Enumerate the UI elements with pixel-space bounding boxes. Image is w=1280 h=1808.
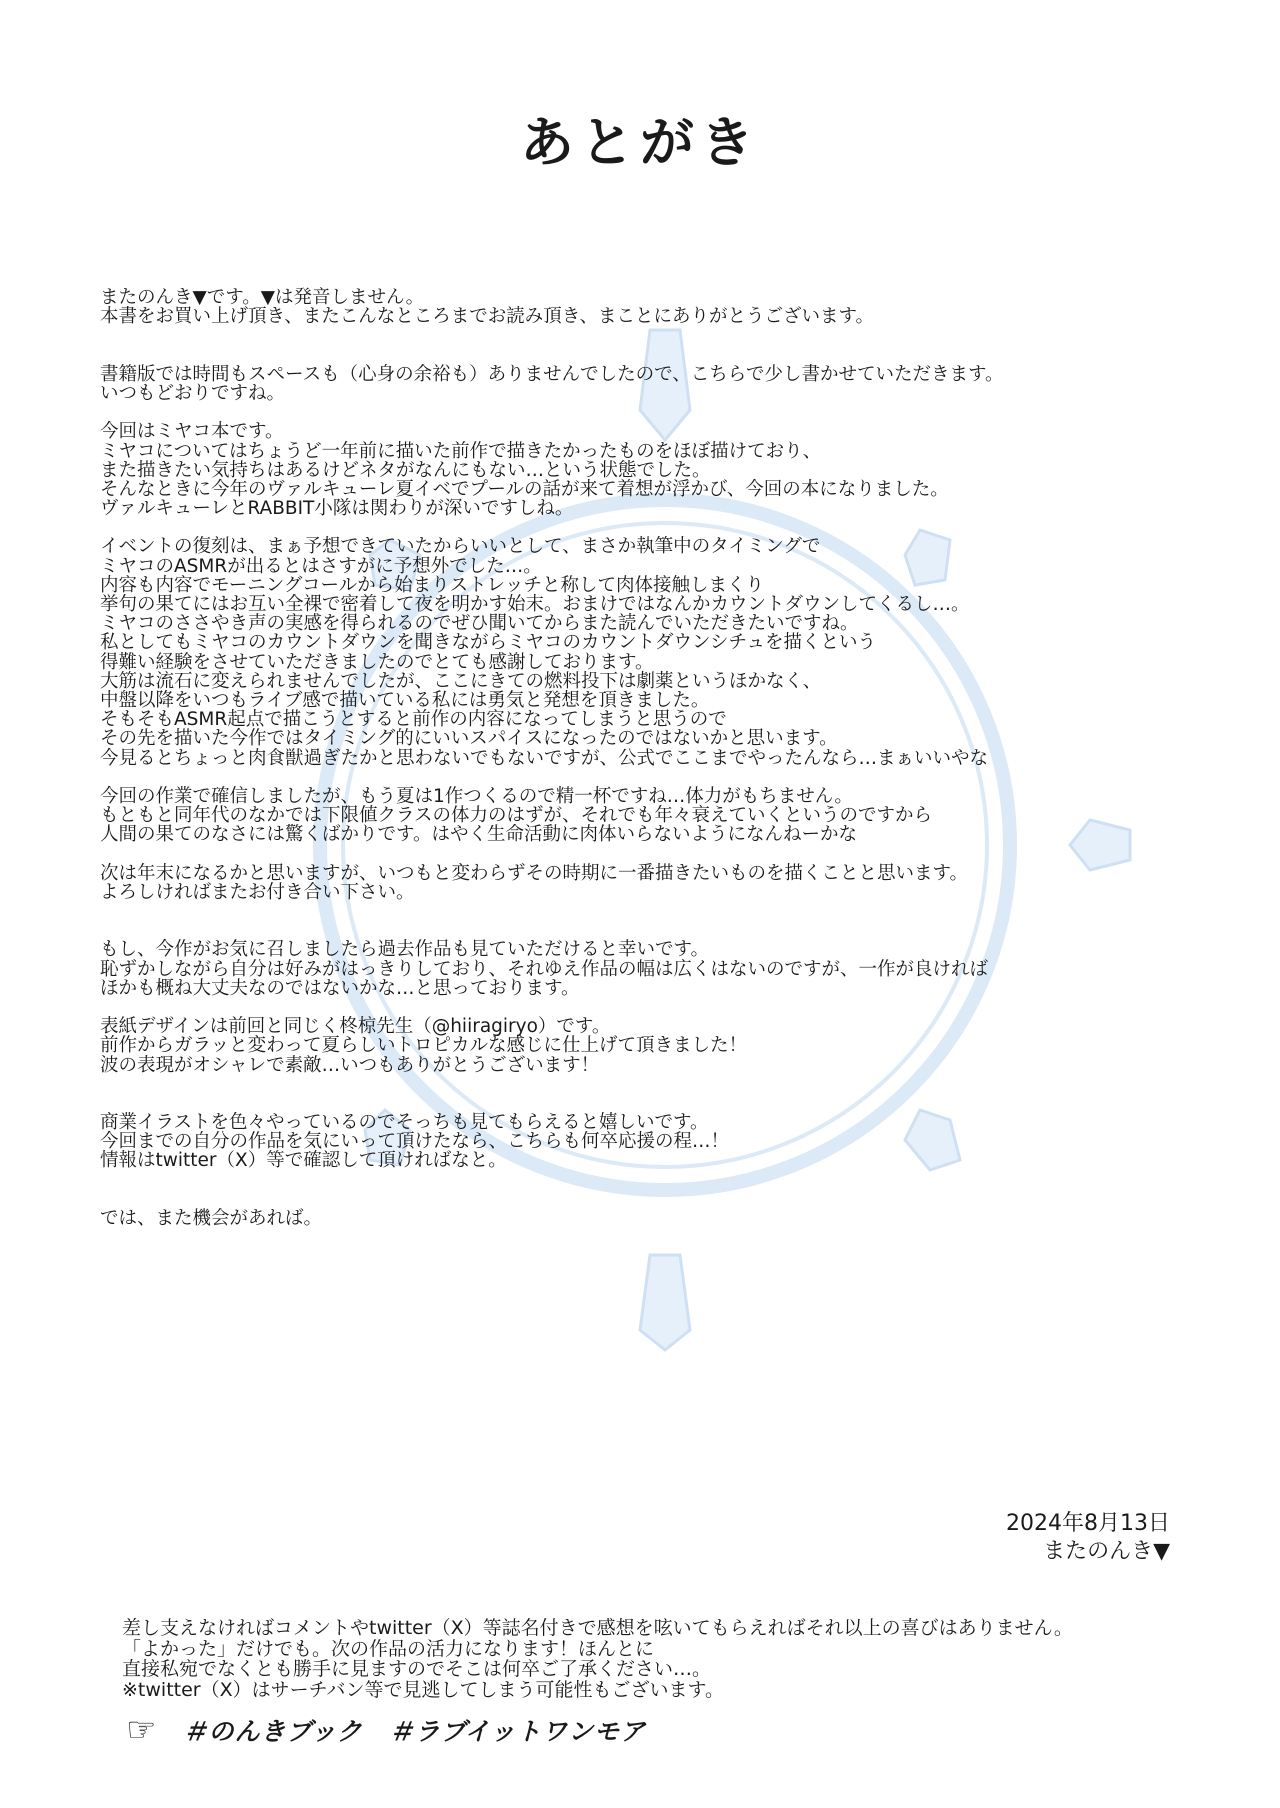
blank-line: [100, 768, 1210, 787]
hashtag-row: [126, 1712, 646, 1748]
body-line: 次は年末になるかと思いますが、いつもと変わらずその時期に一番描きたいものを描くことと思います。: [100, 862, 969, 884]
body-line: ミヤコのささやき声の実感を得られるのでぜひ聞いてからまた読んでいただきたいですね。: [100, 613, 859, 635]
body-line: ヴァルキューレとRABBIT小隊は関わりが深いですしね。: [100, 498, 574, 520]
blank-line: [100, 346, 1210, 365]
body-line: そもそもASMR起点で描こうとすると前作の内容になってしまうと思うので: [100, 709, 727, 731]
blank-line: [100, 902, 1210, 921]
body-line: 書籍版では時間もスペースも（心身の余裕も）ありませんでしたので、こちらで少し書かせていただきます。: [100, 363, 1004, 385]
body-line: 恥ずかしながら自分は好みがはっきりしており、それゆえ作品の幅は広くはないのですが、一作が良ければ: [100, 958, 989, 980]
body-line: 中盤以降をいつもライブ感で描いている私には勇気と発想を頂きました。: [100, 689, 710, 711]
body-line: 情報はtwitter（X）等で確認して頂ければなと。: [100, 1150, 507, 1172]
body-line: 私としてもミヤコのカウントダウンを聞きながらミヤコのカウントダウンシチュを描くという: [100, 632, 876, 654]
signature-date: 2024年8月13日: [1006, 1511, 1170, 1536]
blank-line: [100, 1094, 1210, 1113]
body-line: 大筋は流石に変えられませんでしたが、ここにきての燃料投下は劇薬というほかなく、: [100, 670, 822, 692]
pointing-hand-icon: ☞: [126, 1710, 157, 1750]
signature-author: またのんき▼: [1043, 1539, 1170, 1564]
blank-line: [100, 921, 1210, 940]
body-line: ミヤコについてはちょうど一年前に描いた前作で描きたかったものをほぼ描けており、: [100, 440, 822, 462]
body-line: 商業イラストを色々やっているのでそっちも見てもらえると嬉しいです。: [100, 1112, 709, 1134]
body-line: 内容も内容でモーニングコールから始まりストレッチと称して肉体接触しまくり: [100, 574, 764, 596]
body-line: 挙句の果てにはお互い全裸で密着して夜を明かす始末。おまけではなんかカウントダウンしてくるし…。: [100, 594, 970, 615]
body-line: 本書をお買い上げ頂き、またこんなところまでお読み頂き、まことにありがとうございます。: [100, 306, 875, 328]
body-line: また描きたい気持ちはあるけどネタがなんにもない…という状態でした。: [100, 459, 711, 481]
body-line: ほかも概ね大丈夫なのではないかな…と思っております。: [100, 977, 580, 999]
footer-note: [122, 1618, 1073, 1700]
body-line: もともと同年代のなかでは下限値クラスの体力のはずが、それでも年々衰えていくというのですから: [100, 805, 932, 827]
footer-line: 「よかった」だけでも。次の作品の活力になります！ほんとに: [122, 1637, 655, 1660]
body-line: 前作からガラッと変わって夏らしいトロピカルな感じに仕上げて頂きました！: [100, 1035, 747, 1057]
blank-line: [100, 1190, 1210, 1209]
blank-line: [100, 998, 1210, 1017]
afterword-body: [100, 288, 1210, 1228]
body-line: 今回の作業で確信しましたが、もう夏は1作つくるので精一杯ですね…体力がもちません。: [100, 785, 853, 807]
blank-line: [100, 518, 1210, 537]
body-line: 表紙デザインは前回と同じく柊椋先生（@hiiragiryo）です。: [100, 1016, 611, 1038]
body-line: もし、今作がお気に召しましたら過去作品も見ていただけると幸いです。: [100, 939, 710, 961]
body-line: 今見るとちょっと肉食獣過ぎたかと思わないでもないですが、公式でここまでやったんなら…まぁいいやな: [100, 747, 989, 769]
body-line: その先を描いた今作ではタイミング的にいいスパイスになったのではないかと思います。: [100, 728, 838, 750]
blank-line: [100, 326, 1210, 345]
body-line: イベントの復刻は、まぁ予想できていたからいいとして、まさか執筆中のタイミングで: [100, 536, 821, 558]
hashtag-nonki-book: ＃のんきブック: [182, 1717, 363, 1746]
body-line: いつもどおりですね。: [100, 382, 286, 404]
body-line: 今回までの自分の作品を気にいって頂けたなら、こちらも何卒応援の程…！: [100, 1131, 730, 1153]
body-line: よろしければまたお付き合い下さい。: [100, 881, 415, 903]
blank-line: [100, 1171, 1210, 1190]
body-line: では、また機会があれば。: [100, 1208, 323, 1229]
footer-line: 差し支えなければコメントやtwitter（X）等誌名付きで感想を呟いてもらえればそれ以上の喜びはありません。: [122, 1617, 1073, 1639]
body-line: またのんき▼です。▼は発音しません。: [100, 287, 425, 308]
body-line: 人間の果てのなさには驚くばかりです。はやく生命活動に肉体いらないようになんねーかな: [100, 824, 858, 846]
body-line: ミヤコのASMRが出るとはさすがに予想外でした…。: [100, 555, 542, 577]
body-line: 今回はミヤコ本です。: [100, 421, 284, 443]
body-line: 得難い経験をさせていただきましたのでとても感謝しております。: [100, 651, 654, 673]
blank-line: [100, 1075, 1210, 1094]
hashtag-love-it-one-more: ＃ラブイットワンモア: [388, 1717, 647, 1746]
signature: [1006, 1510, 1170, 1566]
blank-line: [100, 844, 1210, 863]
footer-line: 直接私宛でなくとも勝手に見ますのでそこは何卒ご了承ください…。: [122, 1658, 712, 1680]
footer-line: ※twitter（X）はサーチバン等で見逃してしまう可能性もございます。: [122, 1678, 724, 1701]
blank-line: [100, 403, 1210, 422]
page-title: あとがき: [520, 110, 760, 174]
body-line: そんなときに今年のヴァルキューレ夏イベでプールの話が来て着想が浮かび、今回の本になりました。: [100, 478, 949, 500]
body-line: 波の表現がオシャレで素敵…いつもありがとうございます！: [100, 1054, 600, 1076]
